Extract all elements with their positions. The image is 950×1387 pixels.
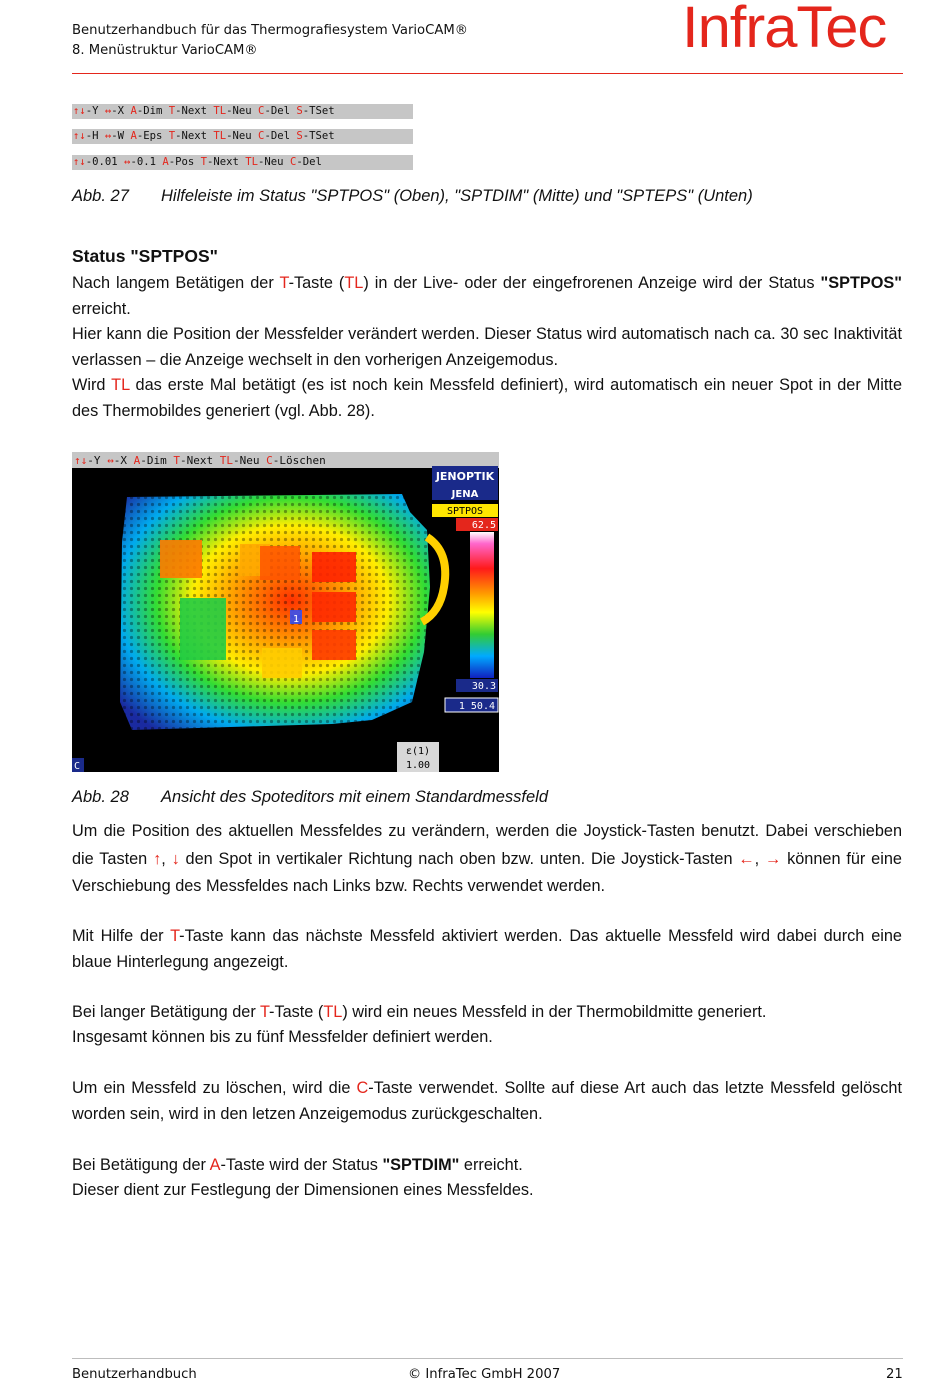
helpbar-action: -W [111,130,131,142]
helpbar-key: ↔ [107,454,114,467]
section-title: Status "SPTPOS" [72,246,218,266]
spot-value: 1 50.4 [458,701,495,712]
helpbar-key: C [289,156,297,168]
text-run: T [170,927,180,945]
helpbar-key: S [296,130,303,142]
figure-27-label: Abb. 27 [72,187,129,205]
helpbar-action: -0.01 [85,156,125,168]
helpbar-action: -Del [264,130,297,142]
paragraph-3 [72,373,902,424]
helpbar-action: -Löschen [272,454,326,467]
text-run: Mit Hilfe der [72,927,171,945]
helpbar-key: TL [219,454,233,467]
figure-28-caption [72,786,548,808]
text-run: ) in der Live- oder der eingefrorenen Anzeige wird der Status [363,274,821,292]
text-run: A [209,1156,221,1174]
emissivity-label: ε(1) [405,746,431,757]
text-run: ← [738,849,755,868]
helpbar-key: ↑↓ [74,454,88,467]
text-run: -Taste ( [288,274,345,292]
scale-min: 30.3 [471,681,496,692]
header-rule [72,73,903,74]
text-run: → [765,849,782,868]
text-run: TL [111,376,130,394]
text-run: Wird [72,376,112,394]
jenoptik-logo: JENOPTIK [435,470,495,483]
thermal-image [72,452,499,772]
text-run: erreicht. [72,299,131,318]
helpbar-key: T [168,105,176,117]
paragraph-5 [72,924,902,975]
helpbar-action: -Neu [226,130,259,142]
status-badge: SPTPOS [446,506,484,517]
helpbar-action: -X [111,105,131,117]
text-run: Um ein Messfeld zu löschen, wird die [72,1079,357,1097]
text-run: Hier kann die Position der Messfelder verändert werden. Dieser Status wird automatisch nach ca. 30 sec Inaktivität verlassen – die Anzeige wechselt in den vorherigen Anzeigemodus. [72,325,902,369]
text-run: Bei Betätigung der [72,1156,210,1174]
helpbar-key: ↔ [104,105,112,117]
paragraph-8b [72,1178,902,1204]
text-run: ↓ [171,849,180,868]
helpbar-action: -Next [175,130,214,142]
text-run: den Spot in vertikaler Richtung nach oben bzw. unten. Die Joystick-Tasten [179,849,739,868]
running-header [72,21,468,61]
corner-indicator: C [74,761,81,772]
helpbar-action: -0.1 [130,156,163,168]
helpbar-action: -Next [180,454,220,467]
text-run: T [259,1003,270,1021]
helpbar-key: A [133,454,141,467]
text-run: können für eine Verschiebung des Messfeldes nach Links bzw. Rechts verwendet werden. [72,849,902,895]
text-run: T [279,274,289,292]
helpbar-action: -Dim [136,105,169,117]
paragraph-7 [72,1076,902,1127]
helpbar-key: T [200,156,207,168]
paragraph-2 [72,322,902,373]
text-run: , [754,849,765,868]
helpbar-action: -Neu [258,156,290,168]
text-run: -Taste wird der Status [220,1156,383,1174]
helpbar-action: -Y [85,105,105,117]
helpbar-key: TL [245,156,259,168]
helpbar-sptdim [72,129,413,144]
helpbar-action: -Y [87,454,108,467]
helpbar-key: C [266,454,273,467]
helpbar-action: -Next [175,105,214,117]
helpbar-action: -Pos [168,156,201,168]
helpbar-key: S [296,105,303,117]
helpbar-key: ↔ [124,156,131,168]
helpbar-action: -X [113,454,134,467]
helpbar-key: A [130,130,137,142]
helpbar-action: -Del [264,105,297,117]
helpbar-key: ↑↓ [73,105,86,117]
page-number: 21 [886,1367,903,1382]
helpbar-key: TL [213,105,227,117]
text-run: ) wird ein neues Messfeld in der Thermobildmitte generiert. [342,1003,767,1021]
footer-center: © InfraTec GmbH 2007 [408,1367,561,1382]
text-run: TL [323,1003,343,1021]
text-run: , [161,849,172,868]
header-title: Benutzerhandbuch für das Thermografiesystem VarioCAM® [72,23,468,38]
thermal-helpbar [74,454,326,467]
text-run: -Taste ( [269,1003,324,1021]
text-run: ↑ [153,849,162,868]
emissivity-value: 1.00 [405,760,431,771]
text-run: das erste Mal betätigt (es ist noch kein Messfeld definiert), wird automatisch ein neuer Spot in der Mitte des Thermobildes generiert (vgl. Abb. 28). [72,376,902,420]
footer-rule [72,1358,903,1359]
text-run: erreicht. [459,1156,523,1174]
helpbar-action: -TSet [302,130,335,142]
helpbar-key: C [258,105,265,117]
helpbar-key: A [130,105,137,117]
helpbar-key: A [162,156,169,168]
helpbar-key: ↑↓ [73,130,86,142]
helpbar-sptpos [72,104,413,119]
helpbar-action: -Next [207,156,246,168]
text-run: -Taste kann das nächste Messfeld aktiviert werden. Das aktuelle Messfeld wird dabei durch eine blaue Hinterlegung angezeigt. [72,927,902,971]
paragraph-8 [72,1153,902,1179]
text-run: Bei langer Betätigung der [72,1003,260,1021]
spot-marker-label: 1 [293,614,300,625]
text-run: TL [344,274,364,292]
text-run: -Taste verwendet. Sollte auf diese Art auch das letzte Messfeld gelöscht worden sein, wird in den letzen Anzeigemodus zurückgeschalten. [72,1079,902,1123]
paragraph-6 [72,1000,902,1026]
infratec-logo: InfraTec [682,0,887,60]
helpbar-action: -H [85,130,105,142]
helpbar-spteps [72,155,413,170]
helpbar-action: -Neu [226,105,259,117]
helpbar-action: -Del [296,156,322,168]
helpbar-action: -TSet [302,105,335,117]
figure-28-text: Ansicht des Spoteditors mit einem Standardmessfeld [161,788,549,806]
helpbar-key: T [173,454,180,467]
thermal-image-graphic [72,452,499,772]
footer-left: Benutzerhandbuch [72,1367,197,1382]
helpbar-action: -Eps [136,130,169,142]
helpbar-key: ↑↓ [73,156,86,168]
text-run: C [356,1079,369,1097]
helpbar-key: T [168,130,176,142]
scale-max: 62.5 [471,520,496,531]
text-run: Nach langem Betätigen der [72,274,280,292]
paragraph-1 [72,271,902,322]
text-run: "SPTDIM" [382,1156,460,1174]
helpbar-key: ↔ [104,130,112,142]
helpbar-action: -Neu [233,454,267,467]
figure-27-caption [72,185,753,207]
helpbar-key: C [258,130,265,142]
paragraph-6b [72,1025,902,1051]
text-run: Dieser dient zur Festlegung der Dimensionen eines Messfeldes. [72,1181,534,1199]
figure-27-text: Hilfeleiste im Status "SPTPOS" (Oben), "SPTDIM" (Mitte) und "SPTEPS" (Unten) [161,187,753,205]
paragraph-4 [72,818,902,901]
text-run: Um die Position des aktuellen Messfeldes zu verändern, werden die Joystick-Tasten benutzt. Dabei verschieben die Tasten [72,822,902,868]
color-scale [470,532,494,678]
header-chapter: 8. Menüstruktur VarioCAM® [72,43,258,58]
helpbar-action: -Dim [140,454,174,467]
helpbar-key: TL [213,130,227,142]
jena-label: JENA [451,489,479,500]
text-run: "SPTPOS" [820,274,903,292]
text-run: Insgesamt können bis zu fünf Messfelder definiert werden. [72,1028,493,1046]
figure-28-label: Abb. 28 [72,788,129,806]
